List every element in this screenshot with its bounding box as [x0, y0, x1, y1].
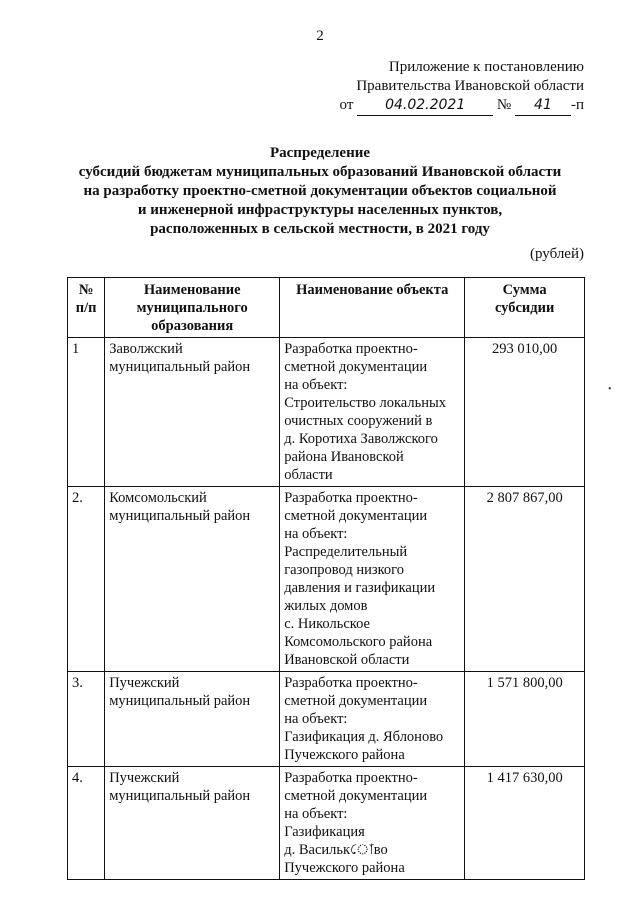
object-text: на объект: — [284, 711, 348, 727]
subsidy-amount: 293 010,00 — [465, 338, 585, 487]
table-body — [68, 338, 585, 880]
row-number: 3. — [68, 672, 105, 767]
table-row — [68, 672, 585, 767]
object-text: сметной документации — [284, 788, 428, 804]
object-text: жилых домов — [284, 598, 368, 614]
object-text: Ивановской области — [284, 652, 410, 668]
object-text: Комсомольского района — [284, 634, 433, 650]
object-text: Газификация д. Яблоново — [284, 729, 444, 745]
header-text: Сумма — [502, 282, 547, 298]
municipality-text: Комсомольский — [109, 490, 207, 506]
number-label: № — [496, 97, 512, 113]
object-text: района Ивановской — [284, 449, 404, 465]
municipality-text: Пучежский — [109, 675, 180, 691]
appendix-line-1: Приложение к постановлению — [388, 59, 584, 75]
object-text: Пучежского района — [284, 860, 405, 876]
row-number: 4. — [68, 767, 105, 880]
object-text: Разработка проектно- — [284, 675, 418, 691]
title-line: расположенных в сельской местности, в 2021 году — [150, 221, 490, 237]
table-row — [68, 338, 585, 487]
municipality-cell — [105, 767, 280, 880]
appendix-date-line — [314, 96, 584, 116]
object-text: области — [284, 467, 333, 483]
municipality-text: муниципальный район — [109, 508, 251, 524]
header-sum — [465, 278, 585, 338]
table-row — [68, 767, 585, 880]
subsidy-amount: 1 417 630,00 — [465, 767, 585, 880]
object-text: Газификация — [284, 824, 365, 840]
object-text: Разработка проектно- — [284, 770, 418, 786]
municipality-cell — [105, 672, 280, 767]
object-text: с. Никольское — [284, 616, 370, 632]
object-text: д. Василькোво — [284, 842, 388, 858]
title-line: на разработку проектно-сметной документации объектов социальной — [83, 183, 557, 199]
municipality-text: муниципальный район — [109, 359, 251, 375]
object-text: Разработка проектно- — [284, 341, 418, 357]
object-text: Пучежского района — [284, 747, 405, 763]
page-number: 2 — [316, 28, 324, 44]
header-text: муниципального — [136, 300, 248, 316]
margin-mark: • — [608, 384, 612, 395]
header-text: п/п — [75, 300, 97, 316]
object-text: на объект: — [284, 806, 348, 822]
municipality-text: Заволжский — [109, 341, 183, 357]
title-line: субсидий бюджетам муниципальных образований Ивановской области — [78, 164, 562, 180]
municipality-cell — [105, 338, 280, 487]
object-text: д. Коротиха Заволжского — [284, 431, 438, 447]
object-cell — [280, 767, 465, 880]
row-number: 1 — [68, 338, 105, 487]
municipality-cell — [105, 487, 280, 672]
subsidy-table — [67, 277, 585, 880]
object-text: сметной документации — [284, 359, 428, 375]
row-number: 2. — [68, 487, 105, 672]
appendix-line-2: Правительства Ивановской области — [356, 78, 584, 94]
object-text: газопровод низкого — [284, 562, 404, 578]
object-cell — [280, 487, 465, 672]
number-suffix: -п — [570, 97, 584, 113]
table-row — [68, 487, 585, 672]
title-line: и инженерной инфраструктуры населенных пунктов, — [137, 202, 503, 218]
units-label: (рублей) — [529, 246, 584, 262]
header-text: образования — [151, 318, 234, 334]
title-line: Распределение — [269, 145, 371, 161]
object-cell — [280, 338, 465, 487]
object-text: на объект: — [284, 377, 348, 393]
header-text: Наименование объекта — [296, 282, 449, 298]
municipality-text: муниципальный район — [109, 693, 251, 709]
from-label: от — [339, 97, 354, 113]
subsidy-amount: 2 807 867,00 — [465, 487, 585, 672]
object-text: Строительство локальных — [284, 395, 446, 411]
subsidy-amount: 1 571 800,00 — [465, 672, 585, 767]
object-text: сметной документации — [284, 508, 428, 524]
header-text: Наименование — [143, 282, 241, 298]
municipality-text: муниципальный район — [109, 788, 251, 804]
header-municipality — [105, 278, 280, 338]
object-text: сметной документации — [284, 693, 428, 709]
object-text: Распределительный — [284, 544, 408, 560]
object-text: Разработка проектно- — [284, 490, 418, 506]
handwritten-number: 41 — [515, 96, 571, 116]
object-text: давления и газификации — [284, 580, 436, 596]
appendix-block — [314, 58, 584, 116]
header-text: № — [78, 282, 94, 298]
table-header-row — [68, 278, 585, 338]
municipality-text: Пучежский — [109, 770, 180, 786]
header-num — [68, 278, 105, 338]
header-text: субсидии — [494, 300, 555, 316]
document-title — [60, 144, 580, 239]
object-text: очистных сооружений в — [284, 413, 433, 429]
handwritten-date: 04.02.2021 — [357, 96, 493, 116]
header-object — [280, 278, 465, 338]
object-cell — [280, 672, 465, 767]
object-text: на объект: — [284, 526, 348, 542]
